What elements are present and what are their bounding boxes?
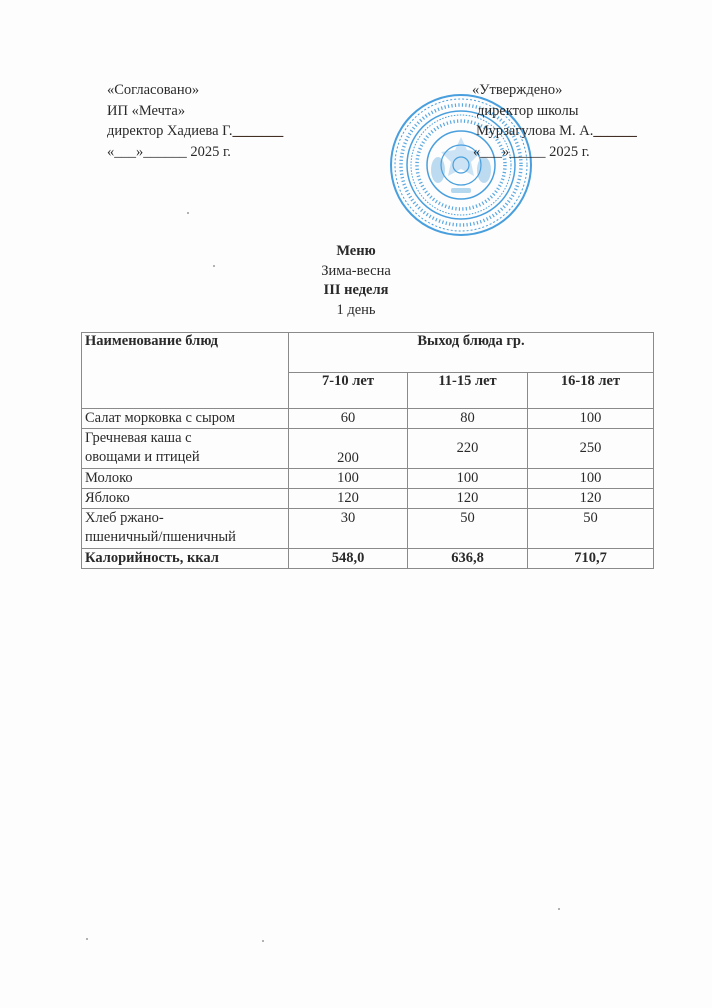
calories-value: 636,8	[408, 549, 528, 569]
scan-speck	[213, 265, 215, 267]
dish-yield: 100	[528, 469, 654, 489]
approval-signer	[472, 121, 637, 142]
date-quote-close: »	[502, 143, 510, 160]
dish-yield: 200	[289, 429, 408, 469]
table-row	[82, 429, 654, 469]
menu-title-block	[0, 242, 712, 320]
dish-yield: 50	[408, 509, 528, 549]
signature-blank: ______	[593, 123, 637, 139]
table-row	[82, 409, 654, 429]
signer-name: директор Хадиева Г.	[107, 123, 233, 139]
scan-speck	[86, 938, 88, 940]
day-label: 1 день	[336, 301, 376, 318]
column-header-age-group: 7-10 лет	[289, 373, 408, 409]
approval-block-agreed	[107, 80, 283, 162]
approval-position: директор школы	[477, 102, 579, 119]
dish-yield: 30	[289, 509, 408, 549]
table-row	[82, 469, 654, 489]
calories-value: 710,7	[528, 549, 654, 569]
column-header-age-group: 16-18 лет	[528, 373, 654, 409]
signature-blank: _______	[232, 123, 284, 139]
column-header-yield: Выход блюда гр.	[289, 333, 654, 373]
dish-name-line: пшеничный/пшеничный	[85, 529, 236, 545]
approval-date	[107, 142, 283, 163]
calories-value: 548,0	[289, 549, 408, 569]
approval-block-approved	[472, 80, 637, 162]
dish-name	[82, 429, 289, 469]
dish-name: Молоко	[82, 469, 289, 489]
table-row	[82, 509, 654, 549]
column-header-dish-name: Наименование блюд	[82, 333, 289, 409]
dish-yield: 100	[408, 469, 528, 489]
dish-yield: 60	[289, 409, 408, 429]
approval-heading: «Утверждено»	[472, 82, 563, 98]
date-quote-close: »	[136, 143, 144, 160]
dish-yield: 50	[528, 509, 654, 549]
dish-name: Яблоко	[82, 489, 289, 509]
calories-label: Калорийность, ккал	[82, 549, 289, 569]
dish-yield: 220	[408, 429, 528, 469]
dish-yield: 120	[289, 489, 408, 509]
page-title: Меню	[336, 243, 376, 259]
dish-yield: 100	[528, 409, 654, 429]
scan-speck	[262, 940, 264, 942]
date-month-blank: ______	[143, 143, 187, 160]
menu-table	[81, 332, 654, 569]
date-day-blank: ___	[480, 143, 502, 160]
date-year: 2025 г.	[545, 143, 590, 160]
approval-date	[472, 142, 637, 163]
table-header-row	[82, 333, 654, 373]
approval-heading: «Согласовано»	[107, 82, 200, 98]
date-month-blank: _____	[509, 143, 546, 160]
table-total-row	[82, 549, 654, 569]
approval-signer	[107, 121, 283, 142]
date-quote-open: «	[473, 143, 481, 160]
season-label: Зима-весна	[321, 262, 391, 279]
dish-yield: 250	[528, 429, 654, 469]
dish-yield: 120	[528, 489, 654, 509]
dish-name-line: Гречневая каша с	[85, 430, 192, 446]
dish-name	[82, 509, 289, 549]
dish-yield: 80	[408, 409, 528, 429]
table-row	[82, 489, 654, 509]
scan-speck	[558, 908, 560, 910]
dish-name: Салат морковка с сыром	[82, 409, 289, 429]
approval-organization: ИП «Мечта»	[107, 102, 186, 119]
date-day-blank: ___	[114, 143, 136, 160]
date-quote-open: «	[107, 143, 115, 160]
column-header-age-group: 11-15 лет	[408, 373, 528, 409]
date-year: 2025 г.	[186, 143, 231, 160]
signer-name: Мурзагулова М. А.	[476, 123, 594, 139]
week-label: III неделя	[323, 282, 389, 298]
scan-speck	[187, 212, 189, 214]
dish-yield: 100	[289, 469, 408, 489]
dish-name-line: Хлеб ржано-	[85, 510, 164, 526]
dish-yield: 120	[408, 489, 528, 509]
dish-name-line: овощами и птицей	[85, 449, 200, 465]
